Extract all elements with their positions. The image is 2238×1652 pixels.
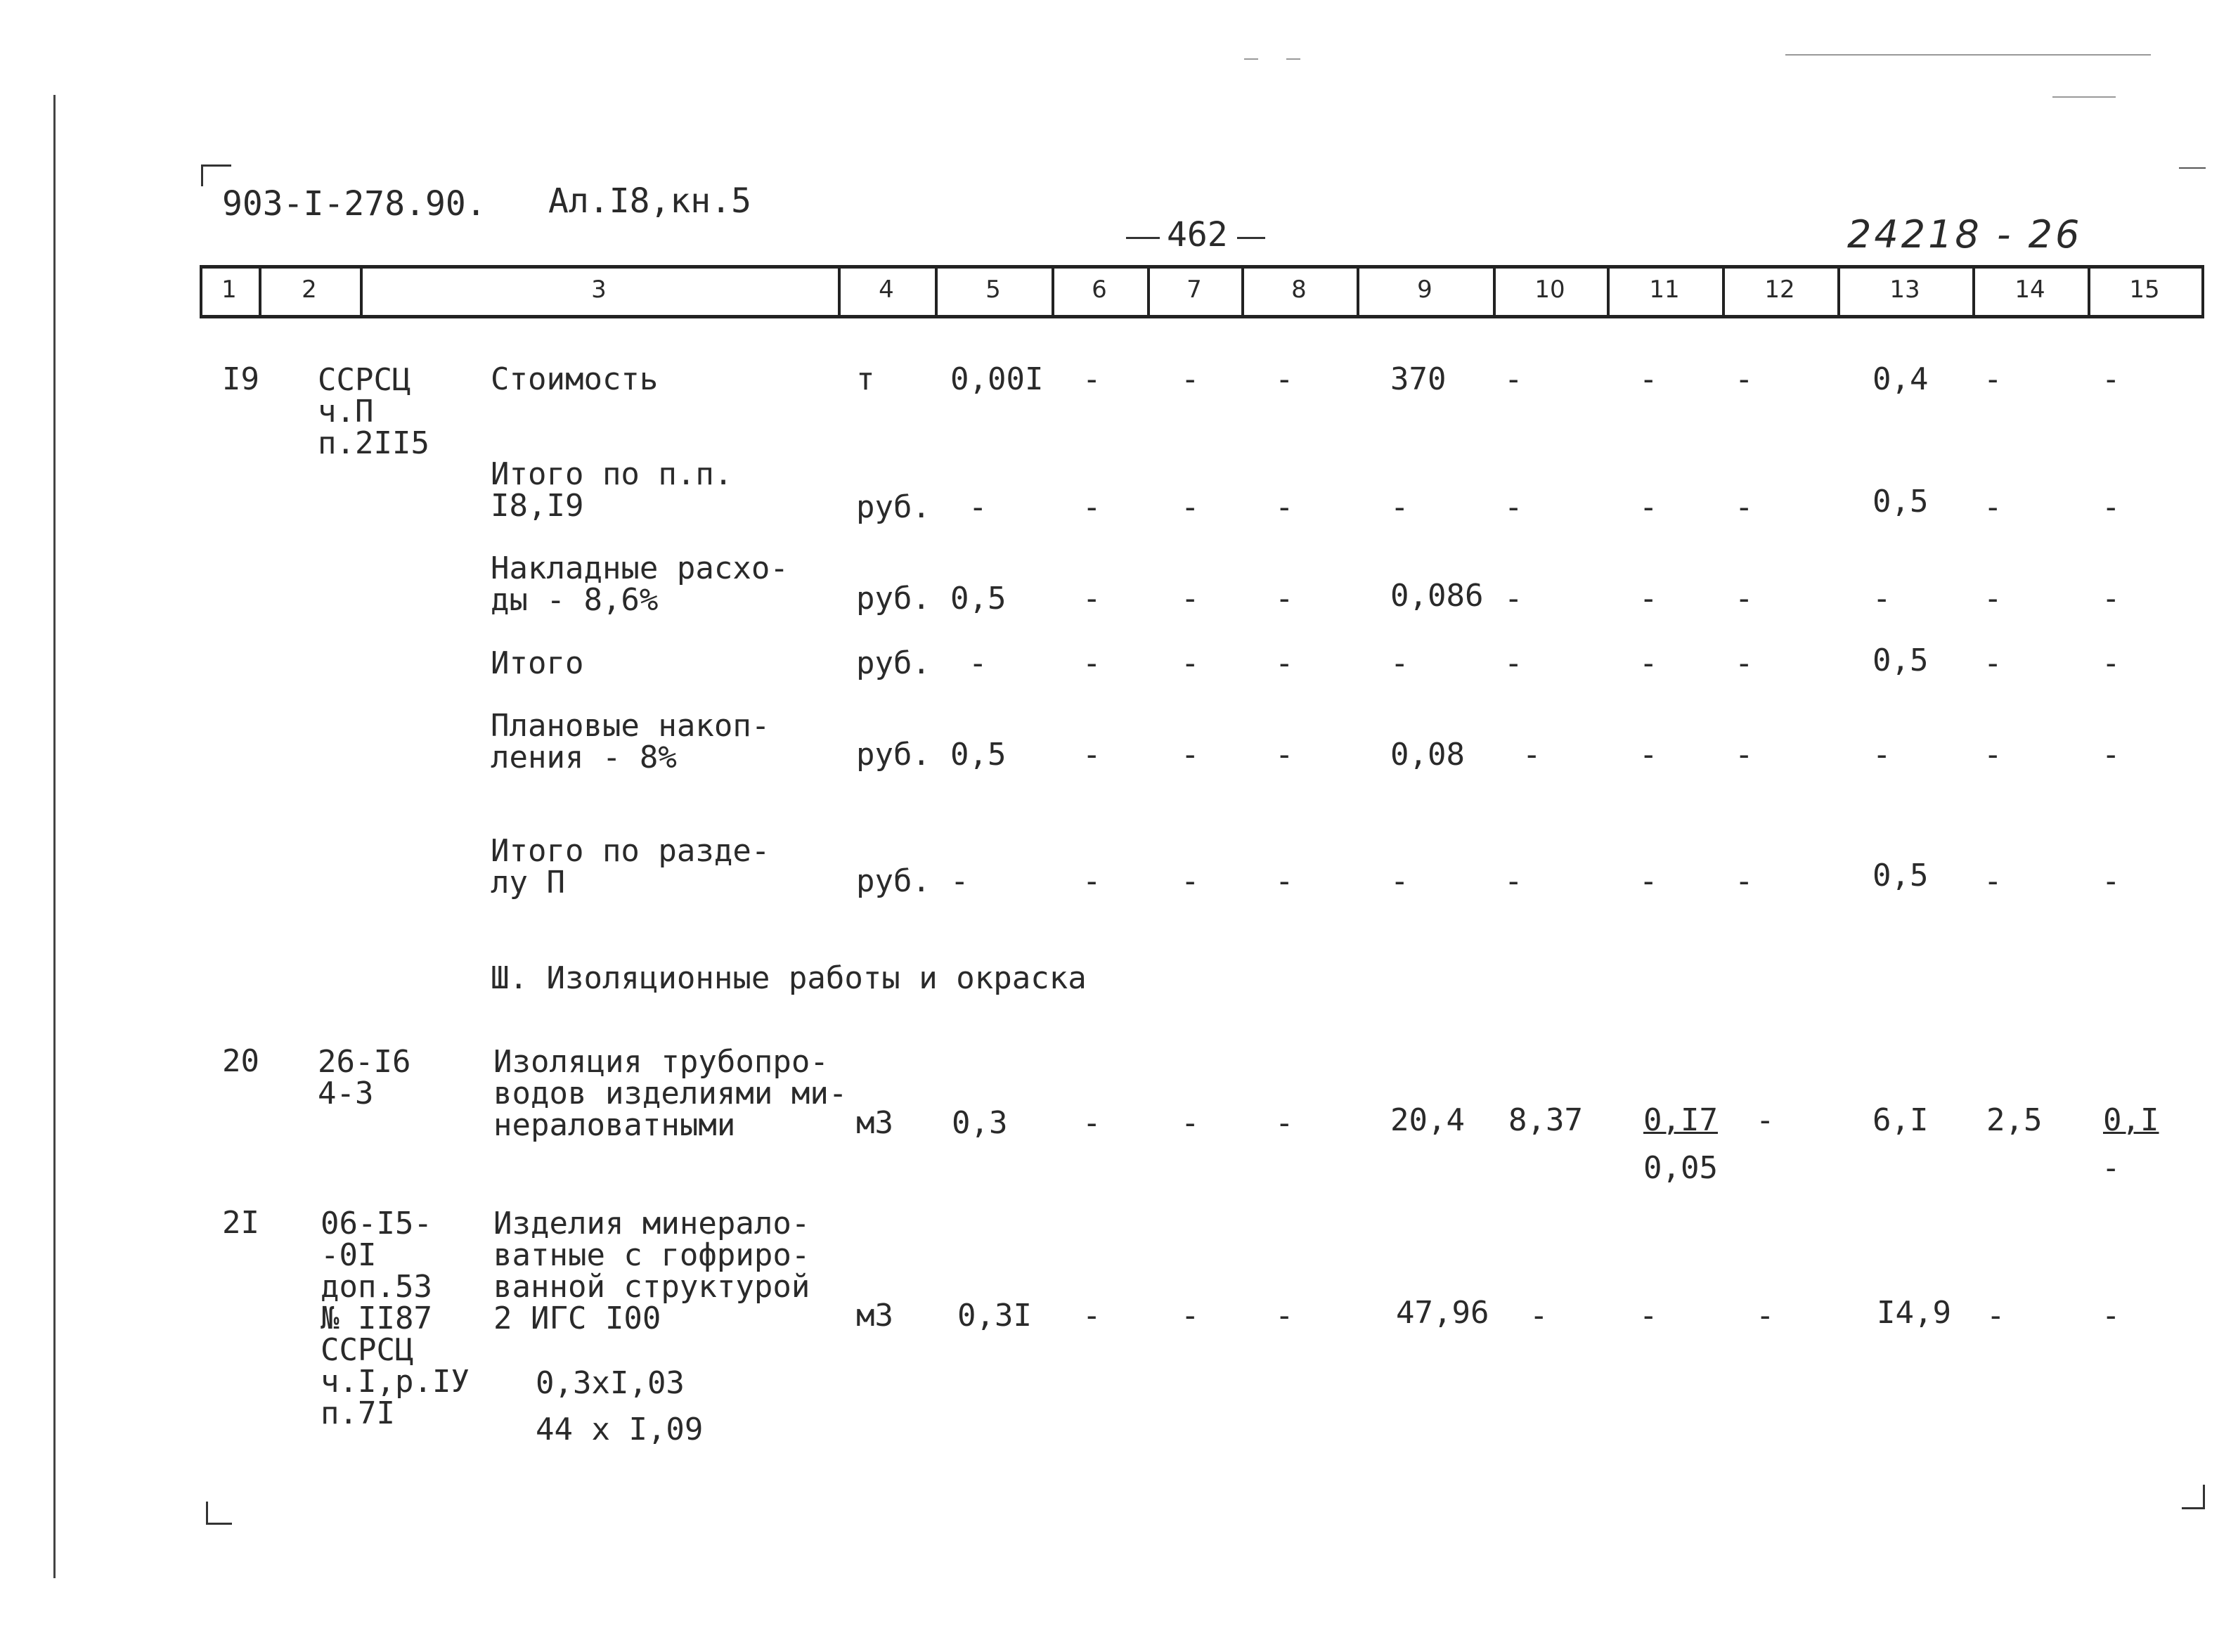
cell-col9: 0,08: [1390, 737, 1465, 773]
cell-col12: -: [1756, 1102, 1775, 1138]
item-name: Итого по разде- лу П: [491, 833, 770, 901]
cell-col12: -: [1735, 581, 1754, 617]
scan-mark: [1244, 58, 1258, 60]
cell-col5: -: [969, 489, 988, 525]
item-name: Накладные расхо- ды - 8,6%: [491, 550, 789, 618]
scan-mark: [2179, 167, 2206, 169]
cell-col11-denominator: 0,05: [1643, 1150, 1718, 1186]
item-name: Плановые накоп- ления - 8%: [491, 708, 770, 775]
cell-col9: -: [1390, 489, 1409, 525]
cell-col5: 0,5: [950, 581, 1007, 617]
cell-col11: -: [1639, 489, 1658, 525]
cell-col7: -: [1181, 361, 1200, 397]
cell-col11: -: [1639, 645, 1658, 681]
column-number: 1: [221, 276, 237, 304]
cell-col9: 20,4: [1390, 1102, 1465, 1138]
cell-col12: -: [1735, 737, 1754, 773]
cell-col11: -: [1639, 361, 1658, 397]
cell-col10: 8,37: [1508, 1102, 1583, 1138]
cell-col12: -: [1735, 645, 1754, 681]
cell-col9: 47,96: [1396, 1295, 1489, 1331]
cell-col10: -: [1504, 645, 1523, 681]
column-number: 2: [302, 276, 317, 304]
cell-col7: -: [1181, 645, 1200, 681]
cell-col15: -: [2102, 863, 2121, 899]
column-divider: [2201, 265, 2204, 318]
corner-mark-top-left: [201, 164, 231, 186]
scan-left-border: [53, 95, 56, 1578]
cell-col11: -: [1639, 1298, 1658, 1334]
cell-col6: -: [1082, 737, 1101, 773]
cell-col15: -: [2102, 645, 2121, 681]
cell-col8: -: [1275, 581, 1294, 617]
cell-col15: -: [2102, 1298, 2121, 1334]
cell-col8: -: [1275, 489, 1294, 525]
cell-col14: -: [1984, 489, 2003, 525]
cell-col11: -: [1639, 863, 1658, 899]
column-number: 14: [2014, 276, 2045, 304]
cell-col9: 0,086: [1390, 578, 1484, 614]
cell-col7: -: [1181, 863, 1200, 899]
cell-col7: -: [1181, 489, 1200, 525]
cell-col9: -: [1390, 645, 1409, 681]
unit: руб.: [856, 737, 931, 773]
column-number: 4: [879, 276, 894, 304]
calculation-line: 0,3xI,03: [536, 1365, 685, 1401]
cell-col12: -: [1756, 1298, 1775, 1334]
column-number: 10: [1534, 276, 1565, 304]
section-heading: Ш. Изоляционные работы и окраска: [491, 960, 1087, 996]
cell-col13: -: [1872, 581, 1891, 617]
cell-col6: -: [1082, 489, 1101, 525]
cell-col12: -: [1735, 489, 1754, 525]
norm-code: 06-I5- -0I доп.53 № II87 ССРСЦ ч.I,р.IУ п.7I: [321, 1206, 470, 1431]
document-code: 903-I-278.90.: [222, 184, 486, 224]
column-number: 7: [1186, 276, 1202, 304]
scan-mark: [1785, 54, 2151, 56]
cell-col10: -: [1504, 863, 1523, 899]
column-number: 8: [1291, 276, 1307, 304]
unit: руб.: [856, 863, 931, 899]
cell-col13: 0,5: [1872, 858, 1929, 893]
item-name: Итого: [491, 645, 584, 681]
cell-col6: -: [1082, 581, 1101, 617]
cell-col8: -: [1275, 737, 1294, 773]
column-number: 15: [2129, 276, 2160, 304]
unit: м3: [856, 1105, 893, 1141]
column-number: 13: [1889, 276, 1920, 304]
norm-code: 26-I6 4-3: [318, 1044, 411, 1111]
cell-col13: 0,5: [1872, 484, 1929, 520]
cell-col7: -: [1181, 737, 1200, 773]
norm-code: ССРСЦ ч.П п.2II5: [318, 362, 429, 461]
cell-col15: -: [2102, 361, 2121, 397]
cell-col6: -: [1082, 863, 1101, 899]
cell-col7: -: [1181, 1105, 1200, 1141]
cell-col7: -: [1181, 581, 1200, 617]
cell-col6: -: [1082, 1105, 1101, 1141]
cell-col14: -: [1984, 737, 2003, 773]
cell-col15: -: [2102, 581, 2121, 617]
row-number: I9: [222, 361, 259, 397]
cell-col13: -: [1872, 737, 1891, 773]
cell-col14: -: [1984, 361, 2003, 397]
cell-col5: 0,3: [952, 1105, 1008, 1141]
item-name: Изделия минерало- ватные с гофриро- ванной структурой 2 ИГС I00: [493, 1206, 810, 1336]
column-number: 12: [1764, 276, 1795, 304]
cell-col5: -: [950, 863, 969, 899]
unit: м3: [856, 1298, 893, 1334]
page-number-dash-right: [1237, 237, 1265, 239]
column-number: 3: [591, 276, 607, 304]
cell-col9: -: [1390, 863, 1409, 899]
scan-mark: [1286, 58, 1300, 60]
calculation-line: 44 x I,09: [536, 1412, 704, 1447]
cell-col14: -: [1984, 863, 2003, 899]
cell-col6: -: [1082, 361, 1101, 397]
corner-mark-bottom-left: [206, 1502, 232, 1525]
column-number: 9: [1417, 276, 1432, 304]
cell-col5: -: [969, 645, 988, 681]
cell-col8: -: [1275, 863, 1294, 899]
cell-col12: -: [1735, 863, 1754, 899]
item-name: Стоимость: [491, 361, 659, 397]
cell-col8: -: [1275, 645, 1294, 681]
cell-col13: 0,4: [1872, 361, 1929, 397]
row-number: 2I: [222, 1205, 259, 1241]
cell-col5: 0,5: [950, 737, 1007, 773]
cell-col15-denominator: -: [2102, 1150, 2121, 1186]
album-reference: Ал.I8,кн.5: [548, 181, 751, 221]
cell-col11: -: [1639, 737, 1658, 773]
cell-col8: -: [1275, 1105, 1294, 1141]
cell-col10: -: [1522, 737, 1541, 773]
page-number: 462: [1167, 215, 1228, 254]
cell-col6: -: [1082, 1298, 1101, 1334]
cell-col10: -: [1529, 1298, 1548, 1334]
cell-col7: -: [1181, 1298, 1200, 1334]
row-number: 20: [222, 1043, 259, 1079]
cell-col15: -: [2102, 489, 2121, 525]
column-number: 5: [985, 276, 1001, 304]
item-name: Изоляция трубопро- водов изделиями ми- нераловатными: [493, 1044, 848, 1143]
column-number: 6: [1092, 276, 1107, 304]
cell-col10: -: [1504, 581, 1523, 617]
cell-col15-numerator: 0,I: [2103, 1102, 2159, 1138]
cell-col14: 2,5: [1986, 1102, 2043, 1138]
unit: руб.: [856, 489, 931, 525]
cell-col5: 0,3I: [957, 1298, 1032, 1334]
cell-col15: -: [2102, 737, 2121, 773]
unit: руб.: [856, 581, 931, 617]
cell-col12: -: [1735, 361, 1754, 397]
handwritten-number: 24218 - 26: [1847, 212, 2083, 257]
cell-col5: 0,00I: [950, 361, 1044, 397]
cell-col11-numerator: 0,I7: [1643, 1102, 1718, 1138]
cell-col13: 6,I: [1872, 1102, 1929, 1138]
cell-col14: -: [1984, 645, 2003, 681]
cell-col14: -: [1986, 1298, 2005, 1334]
cell-col13: I4,9: [1877, 1295, 1951, 1331]
unit: руб.: [856, 645, 931, 681]
cell-col10: -: [1504, 361, 1523, 397]
cell-col9: 370: [1390, 361, 1447, 397]
corner-mark-bottom-right: [2182, 1485, 2205, 1509]
cell-col11: -: [1639, 581, 1658, 617]
cell-col13: 0,5: [1872, 643, 1929, 678]
item-name: Итого по п.п. I8,I9: [491, 456, 733, 524]
unit: т: [856, 361, 875, 397]
cell-col10: -: [1504, 489, 1523, 525]
page-number-dash-left: [1126, 237, 1160, 239]
column-number: 11: [1649, 276, 1680, 304]
cell-col6: -: [1082, 645, 1101, 681]
cell-col8: -: [1275, 1298, 1294, 1334]
cell-col8: -: [1275, 361, 1294, 397]
scan-mark: [2052, 96, 2116, 98]
cell-col14: -: [1984, 581, 2003, 617]
